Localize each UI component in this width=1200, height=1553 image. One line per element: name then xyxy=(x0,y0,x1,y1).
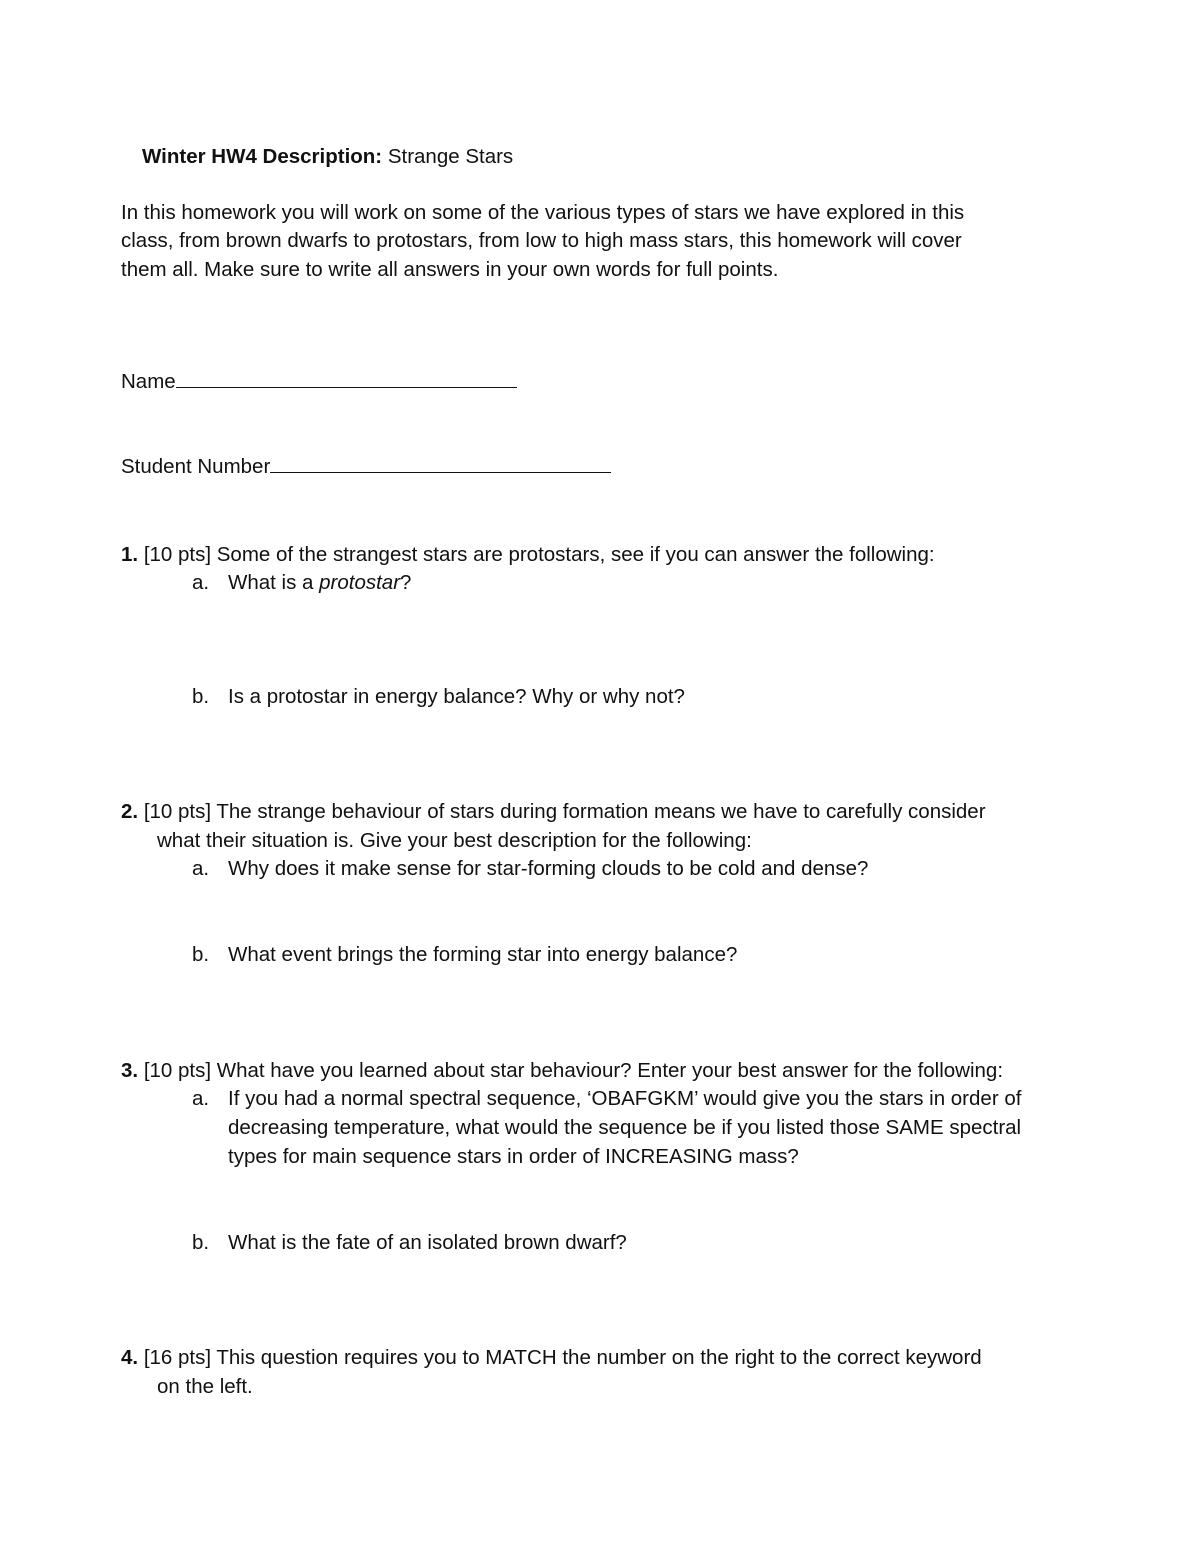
question-2-text-line-1: [10 pts] The strange behaviour of stars during formation means we have to carefully consider xyxy=(143,800,986,823)
title-bold: Winter HW4 Description: xyxy=(142,145,383,168)
question-4-text-line-2: on the left. xyxy=(157,1375,253,1398)
question-4 xyxy=(121,1344,982,1372)
name-blank-line[interactable] xyxy=(176,369,517,388)
page-title xyxy=(142,143,513,171)
question-3-text: [10 pts] What have you learned about star behaviour? Enter your best answer for the following: xyxy=(143,1059,1004,1082)
question-3a-label: a. xyxy=(192,1087,210,1110)
intro-line-2: class, from brown dwarfs to protostars, from low to high mass stars, this homework will cover xyxy=(121,229,962,252)
intro-line-1: In this homework you will work on some of the various types of stars we have explored in this xyxy=(121,201,965,224)
title-rest: Strange Stars xyxy=(382,145,514,168)
question-1a-text: What is a protostar? xyxy=(228,571,412,594)
student-number-field[interactable] xyxy=(121,453,611,481)
question-3b-text: What is the fate of an isolated brown dwarf? xyxy=(228,1231,627,1254)
name-label: Name xyxy=(121,370,176,393)
question-3a-text-line-3: types for main sequence stars in order of INCREASING mass? xyxy=(228,1145,799,1168)
question-2 xyxy=(121,798,986,826)
question-2b-text: What event brings the forming star into energy balance? xyxy=(228,943,738,966)
protostar-italic: protostar xyxy=(319,571,401,594)
question-3b-label: b. xyxy=(192,1231,210,1254)
question-3-number: 3. xyxy=(121,1059,139,1082)
question-1-number: 1. xyxy=(121,543,139,566)
question-1a-label: a. xyxy=(192,571,210,594)
question-2b-label: b. xyxy=(192,943,210,966)
name-field[interactable] xyxy=(121,368,517,396)
question-3a-text-line-2: decreasing temperature, what would the sequence be if you listed those SAME spectral xyxy=(228,1116,1022,1139)
question-2a-text: Why does it make sense for star-forming clouds to be cold and dense? xyxy=(228,857,869,880)
student-number-blank-line[interactable] xyxy=(270,454,611,473)
question-2a-label: a. xyxy=(192,857,210,880)
question-1b-label: b. xyxy=(192,685,210,708)
question-2-text-line-2: what their situation is. Give your best description for the following: xyxy=(157,829,752,852)
question-3a-text-line-1: If you had a normal spectral sequence, ‘OBAFGKM’ would give you the stars in order of xyxy=(228,1087,1022,1110)
question-1b-text: Is a protostar in energy balance? Why or why not? xyxy=(228,685,685,708)
student-number-label: Student Number xyxy=(121,455,271,478)
question-4-text-line-1: [16 pts] This question requires you to MATCH the number on the right to the correct keyword xyxy=(143,1346,982,1369)
question-1 xyxy=(121,541,935,569)
question-3 xyxy=(121,1057,1003,1085)
question-2-number: 2. xyxy=(121,800,139,823)
question-1-text: [10 pts] Some of the strangest stars are protostars, see if you can answer the following: xyxy=(143,543,935,566)
question-4-number: 4. xyxy=(121,1346,139,1369)
intro-line-3: them all. Make sure to write all answers in your own words for full points. xyxy=(121,258,779,281)
